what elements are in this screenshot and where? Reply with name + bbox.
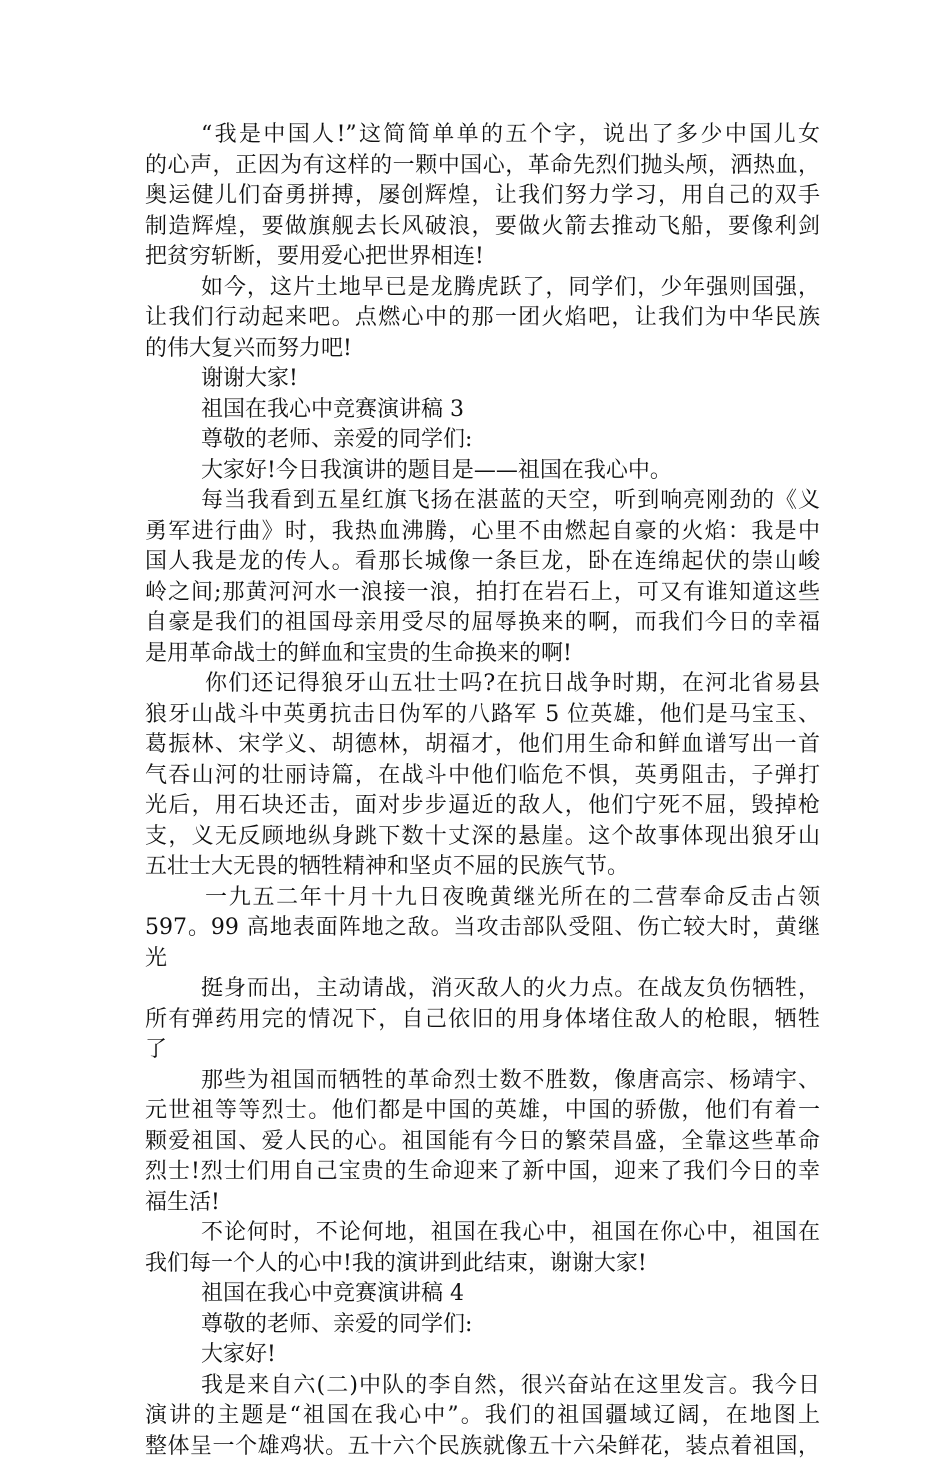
text-line: 597。99 高地表面阵地之敌。当攻击部队受阻、伤亡较大时，黄继 — [145, 915, 820, 940]
text-line: 那些为祖国而牺牲的革命烈士数不胜数，像唐高宗、杨靖宇、 — [201, 1067, 820, 1093]
text-line: 所有弹药用完的情况下，自己依旧的用身体堵住敌人的枪眼，牺牲 — [145, 1006, 820, 1032]
text-line: 大家好!今日我演讲的题目是——祖国在我心中。 — [201, 457, 672, 483]
text-line: 气吞山河的壮丽诗篇，在战斗中他们临危不惧，英勇阻击，子弹打 — [145, 762, 820, 788]
text-line: 祖国在我心中竞赛演讲稿 4 — [201, 1281, 464, 1306]
text-line: 支，义无反顾地纵身跳下数十丈深的悬崖。这个故事体现出狼牙山 — [145, 823, 820, 849]
text-line: 祖国在我心中竞赛演讲稿 3 — [201, 396, 464, 422]
text-line: 我们每一个人的心中!我的演讲到此结束，谢谢大家! — [145, 1250, 647, 1276]
text-line: 演讲的主题是“祖国在我心中”。我们的祖国疆域辽阔，在地图上 — [145, 1403, 820, 1428]
text-line: 我是来自六(二)中队的李自然，很兴奋站在这里发言。我今日 — [201, 1372, 820, 1398]
text-line: 制造辉煌，要做旗舰去长风破浪，要做火箭去推动飞船，要像利剑 — [145, 213, 820, 239]
text-line: 国人我是龙的传人。看那长城像一条巨龙，卧在连绵起伏的崇山峻 — [145, 549, 820, 574]
text-line: 的心声，正因为有这样的一颗中国心，革命先烈们抛头颅，洒热血， — [145, 152, 820, 178]
text-line: 光后，用石块还击，面对步步逼近的敌人，他们宁死不屈，毁掉枪 — [145, 793, 820, 818]
text-line: 五壮士大无畏的牺牲精神和坚贞不屈的民族气节。 — [145, 854, 630, 879]
text-line: 不论何时，不论何地，祖国在我心中，祖国在你心中，祖国在 — [201, 1220, 820, 1245]
text-line: 你们还记得狼牙山五壮士吗?在抗日战争时期，在河北省易县 — [205, 671, 820, 696]
text-line: “我是中国人!”这简简单单的五个字，说出了多少中国儿女 — [201, 122, 820, 147]
text-line: 光 — [145, 945, 168, 971]
text-line: 尊敬的老师、亲爱的同学们: — [201, 427, 473, 452]
text-line: 颗爱祖国、爱人民的心。祖国能有今日的繁荣昌盛，全靠这些革命 — [145, 1128, 820, 1154]
text-line: 勇军进行曲》时，我热血沸腾，心里不由燃起自豪的火焰：我是中 — [145, 518, 820, 544]
text-line: 的伟大复兴而努力吧! — [145, 335, 352, 361]
text-line: 烈士!烈士们用自己宝贵的生命迎来了新中国，迎来了我们今日的幸 — [145, 1159, 820, 1184]
text-line: 岭之间;那黄河河水一浪接一浪，拍打在岩石上，可又有谁知道这些 — [145, 579, 820, 605]
text-line: 把贫穷斩断，要用爱心把世界相连! — [145, 244, 484, 269]
text-line: 整体呈一个雄鸡状。五十六个民族就像五十六朵鲜花，装点着祖国， — [145, 1433, 820, 1459]
text-line: 福生活! — [145, 1189, 220, 1215]
text-line: 了 — [145, 1037, 168, 1062]
text-line: 每当我看到五星红旗飞扬在湛蓝的天空，听到响亮刚劲的《义 — [201, 488, 820, 513]
text-line: 大家好! — [201, 1342, 276, 1367]
text-line: 让我们行动起来吧。点燃心中的那一团火焰吧，让我们为中华民族 — [145, 305, 820, 330]
text-line: 谢谢大家! — [201, 366, 298, 391]
text-line: 尊敬的老师、亲爱的同学们: — [201, 1311, 473, 1337]
text-line: 狼牙山战斗中英勇抗击日伪军的八路军 5 位英雄，他们是马宝玉、 — [145, 701, 820, 727]
text-line: 奥运健儿们奋勇拼搏，屡创辉煌，让我们努力学习，用自己的双手 — [145, 183, 820, 208]
text-line: 一九五二年十月十九日夜晚黄继光所在的二营奉命反击占领 — [205, 884, 820, 910]
text-line: 是用革命战士的鲜血和宝贵的生命换来的啊! — [145, 640, 572, 666]
text-line: 自豪是我们的祖国母亲用受尽的屈辱换来的啊，而我们今日的幸福 — [145, 610, 820, 635]
text-line: 葛振林、宋学义、胡德林，胡福才，他们用生命和鲜血谱写出一首 — [145, 732, 820, 757]
text-line: 如今，这片土地早已是龙腾虎跃了，同学们，少年强则国强， — [201, 274, 820, 300]
text-line: 元世祖等等烈士。他们都是中国的英雄，中国的骄傲，他们有着一 — [145, 1098, 820, 1123]
text-line: 挺身而出，主动请战，消灭敌人的火力点。在战友负伤牺牲， — [201, 976, 820, 1001]
